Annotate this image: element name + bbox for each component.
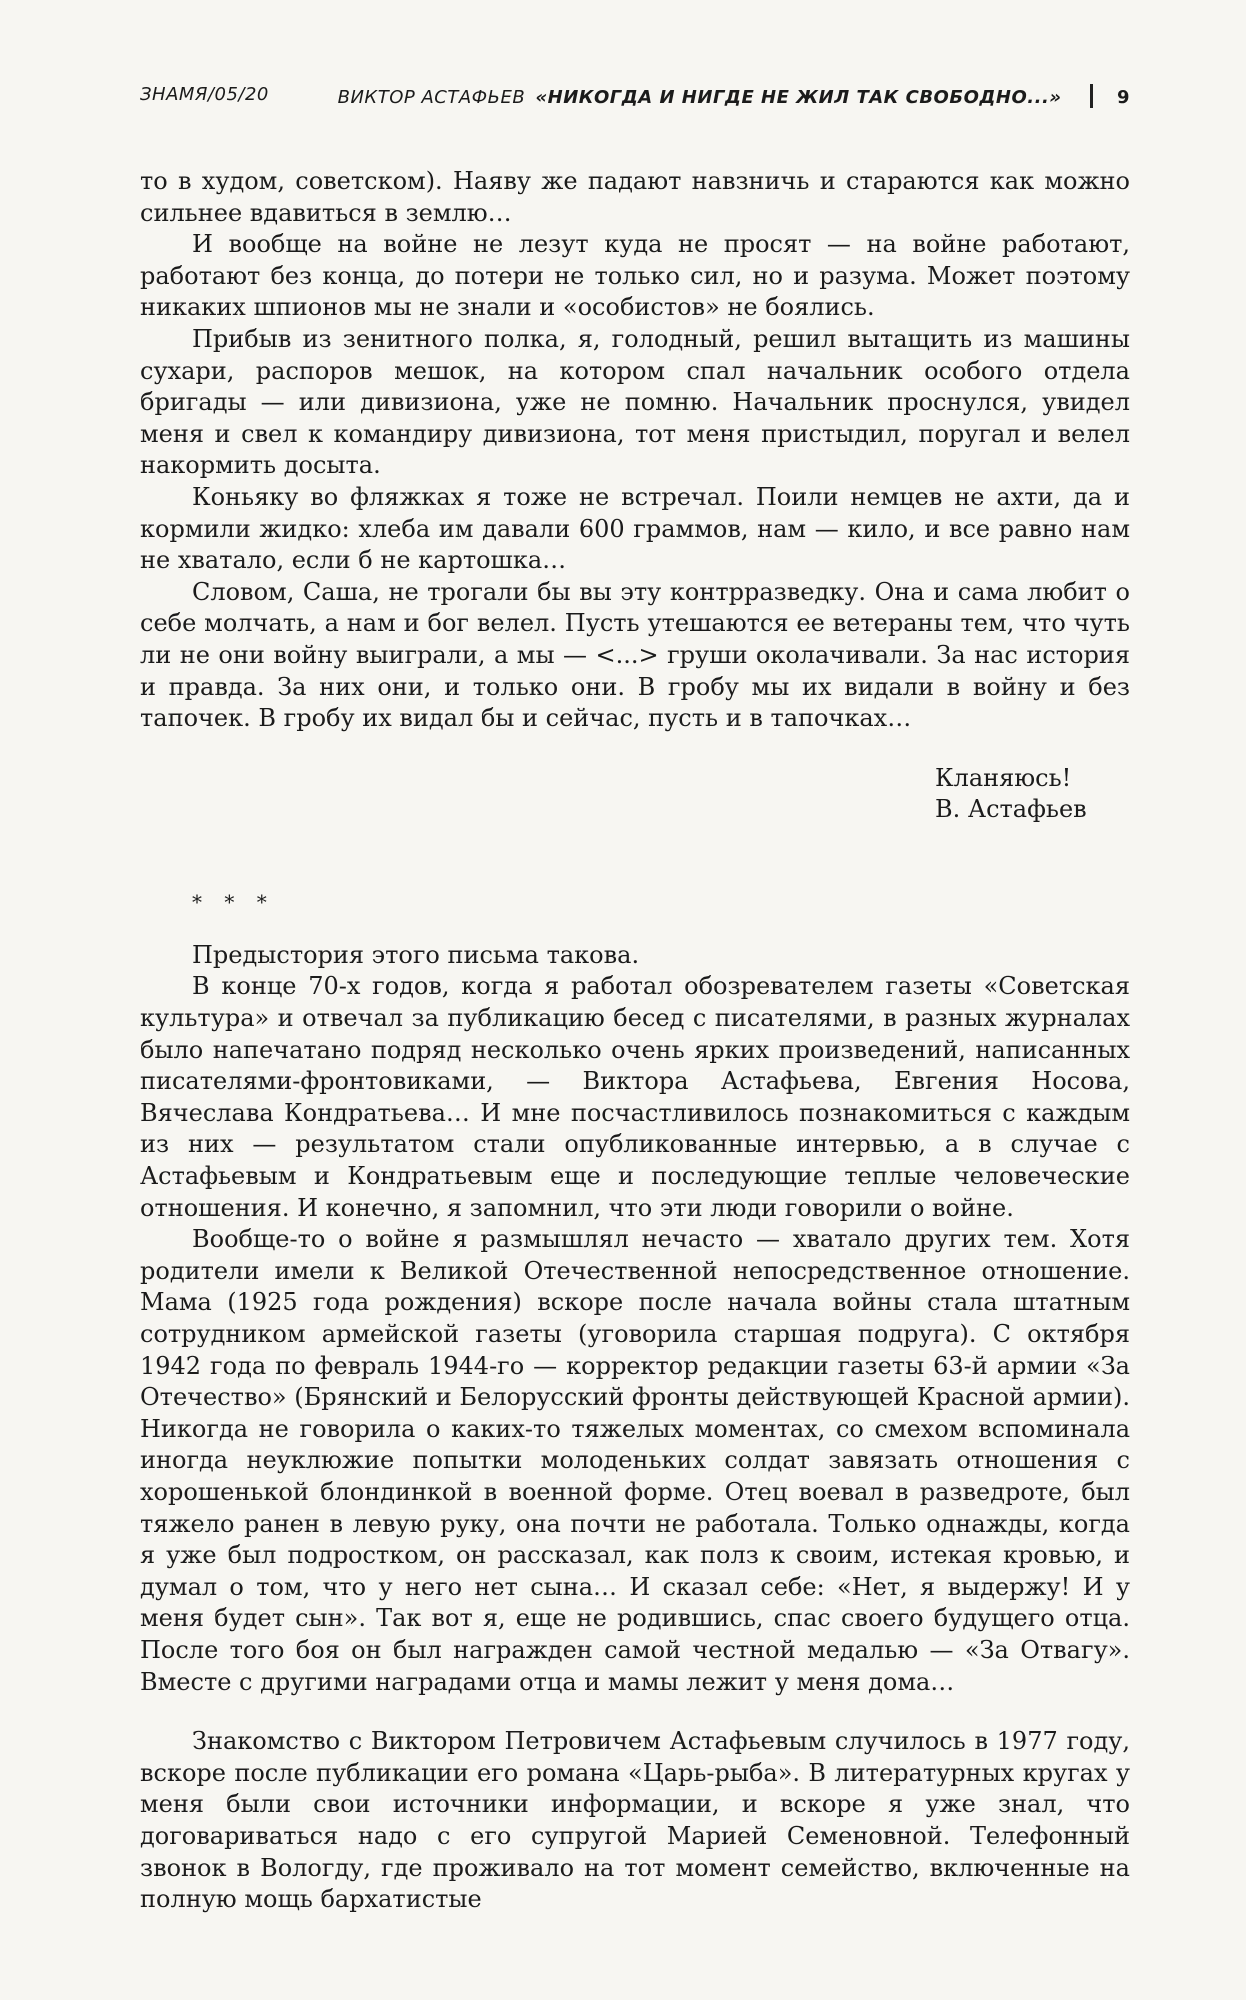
letter-paragraph: Прибыв из зенитного полка, я, голодный, решил вытащить из машины сухари, распоров мешок, на котором спал начальник особого отдела бригады — или дивизиона, уже не помню. Начальник проснулся, увидел меня и свел к командиру дивизиона, тот меня пристыдил, поругал и велел накормить досыта.	[140, 324, 1130, 480]
section-divider: * * *	[192, 889, 275, 914]
article-paragraph: Предыстория этого письма такова.	[192, 940, 640, 969]
letter-paragraph: Коньяку во фляжках я тоже не встречал. Поили немцев не ахти, да и кормили жидко: хлеба им давали 600 граммов, нам — кило, и все равно нам не хватало, если б не картошка…	[140, 482, 1130, 575]
page-body	[140, 166, 1130, 1916]
running-header	[140, 84, 1130, 112]
article-paragraph: Вообще-то о войне я размышлял нечасто — хватало других тем. Хотя родители имели к Великой Отечественной непосредственное отношение. Мама (1925 года рождения) вскоре после начала войны стала штатным сотрудником армейской газеты (уговорила старшая подруга). С октября 1942 года по февраль 1944-го — корректор редакции газеты 63-й армии «За Отечество» (Брянский и Белорусский фронты действующей Красной армии). Никогда не говорила о каких-то тяжелых моментах, со смехом вспоминала иногда неуклюжие попытки молоденьких солдат завязать отношения с хорошенькой блондинкой в военной форме. Отец воевал в разведроте, был тяжело ранен в левую руку, она почти не работала. Только однажды, когда я уже был подростком, он рассказал, как полз к своим, истекая кровью, и думал о том, что у него нет сына… И сказал себе: «Нет, я выдержу! И у меня будет сын». Так вот я, еще не родившись, спас своего будущего отца. После того боя он был награжден самой честной медалью — «За Отвагу». Вместе с другими наградами отца и мамы лежит у меня дома…	[140, 1225, 1130, 1696]
letter-signer: В. Астафьев	[935, 795, 1087, 824]
letter-paragraph: И вообще на войне не лезут куда не просят — на войне работают, работают без конца, до потери не только сил, но и разума. Может поэтому никаких шпионов мы не знали и «особистов» не боялись.	[140, 230, 1130, 322]
letter-signature	[935, 763, 1130, 826]
letter-paragraph: Словом, Саша, не трогали бы вы эту контрразведку. Она и сама любит о себе молчать, а нам и бог велел. Пусть утешаются ее ветераны тем, что чуть ли не они войну выиграли, а мы — <...> груши околачивали. За нас история и правда. За них они, и только они. В гробу мы их видали в войну и без тапочек. В гробу их видал бы и сейчас, пусть и в тапочках…	[140, 577, 1130, 733]
page-number: 9	[1116, 87, 1130, 108]
article-paragraph: Знакомство с Виктором Петровичем Астафьевым случилось в 1977 году, вскоре после публикации его романа «Царь-рыба». В литературных кругах у меня были свои источники информации, и вскоре я уже знал, что договариваться надо с его супругой Марией Семеновной. Телефонный звонок в Вологду, где проживало на тот момент семейство, включенные на полную мощь бархатистые	[140, 1727, 1130, 1914]
header-author: ВИКТОР АСТАФЬЕВ	[337, 87, 526, 108]
paragraph-gap	[140, 1698, 1130, 1726]
journal-issue: ЗНАМЯ/05/20	[140, 84, 269, 105]
article-paragraph: В конце 70-х годов, когда я работал обозревателем газеты «Советская культура» и отвечал за публикацию бесед с писателями, в разных журналах было напечатано подряд несколько очень ярких произведений, написанных писателями-фронтовиками, — Виктора Астафьева, Евгения Носова, Вячеслава Кондратьева… И мне посчастливилось познакомиться с каждым из них — результатом стали опубликованные интервью, а в случае с Астафьевым и Кондратьевым еще и последующие теплые человеческие отношения. И конечно, я запомнил, что эти люди говорили о войне.	[140, 972, 1130, 1222]
article-section	[140, 940, 1130, 1916]
header-separator	[1090, 84, 1093, 108]
header-article-title: «НИКОГДА И НИГДЕ НЕ ЖИЛ ТАК СВОБОДНО...»	[535, 87, 1062, 108]
letter-paragraph: то в худом, советском). Наяву же падают навзничь и стараются как можно сильнее вдавиться в землю…	[140, 167, 1130, 227]
header-right	[338, 84, 1130, 108]
letter-closing: Кланяюсь!	[935, 763, 1072, 792]
